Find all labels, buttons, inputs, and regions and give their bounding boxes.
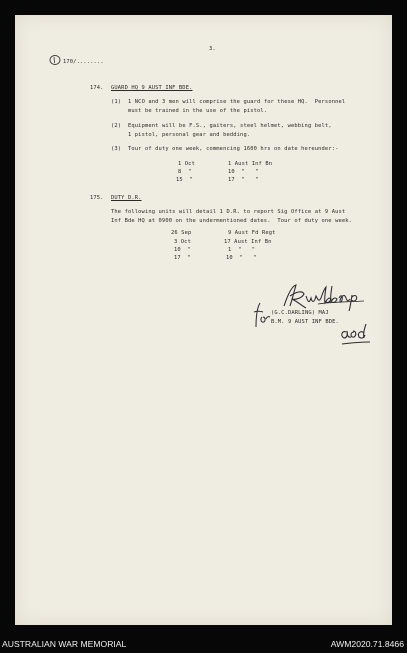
para-174-roster-unit: 1 Aust Inf Bn xyxy=(228,161,273,167)
para-174-roster-date: 15 " xyxy=(176,177,193,183)
para-174-sub3-number: (3) xyxy=(111,146,122,152)
para-174-sub2-number: (2) xyxy=(111,123,122,129)
para-174-roster-date: 8 " xyxy=(178,169,192,175)
page-number: 3. xyxy=(209,46,216,52)
para-175-roster-unit: 9 Aust Fd Regt xyxy=(228,230,276,236)
para-174-sub1-number: (1) xyxy=(111,99,122,105)
para-175-roster-unit: 10 " " xyxy=(226,255,257,261)
para-174-sub1-line2: must be trained in the use of the pistol. xyxy=(128,108,268,114)
para-175-line2: Inf Bde HQ at 0900 on the undermentioned dates. Tour of duty one week. xyxy=(111,218,353,224)
para-174-sub2-line1: Equipment will be F.S., gaiters, steel helmet, webbing belt, xyxy=(128,123,332,129)
signature-name-line: (G.C.DARLING) MAJ xyxy=(271,310,329,316)
para-174-sub1-line1: 1 NCO and 3 men will comprise the guard for these HQ. Personnel xyxy=(128,99,346,105)
para-175-roster-date: 26 Sep xyxy=(171,230,192,236)
para-175-number: 175. xyxy=(90,195,104,201)
para-174-sub2-line2: 1 pistol, personal gear and bedding. xyxy=(128,132,251,138)
handwritten-initials xyxy=(338,320,376,348)
handwritten-circle-mark xyxy=(48,53,62,67)
para-174-roster-unit: 17 " " xyxy=(228,177,259,183)
para-174-heading: GUARD HQ 9 AUST INF BDE. xyxy=(111,85,193,91)
para-175-roster-date: 3 Oct xyxy=(174,239,191,245)
para-175-roster-unit: 1 " " xyxy=(228,247,256,253)
para-175-roster-unit: 17 Aust Inf Bn xyxy=(224,239,272,245)
signature-title-line: B.M. 9 AUST INF BDE. xyxy=(271,319,339,325)
para-175-line1: The following units will detail 1 D.R. to report Sig Office at 9 Aust xyxy=(111,209,346,215)
footer-institution: AUSTRALIAN WAR MEMORIAL xyxy=(2,639,127,649)
handwritten-for xyxy=(252,300,272,330)
para-174-number: 174. xyxy=(90,85,104,91)
para-175-roster-date: 17 " xyxy=(174,255,191,261)
footer-accession-number: AWM2020.71.8466 xyxy=(330,639,404,649)
para-175-roster-date: 10 " xyxy=(174,247,191,253)
para-175-heading: DUTY D.R. xyxy=(111,195,142,201)
handwritten-signature xyxy=(280,282,375,312)
para-174-roster-date: 1 Oct xyxy=(178,161,195,167)
para-174-roster-unit: 10 " " xyxy=(228,169,259,175)
para-174-sub3-line1: Tour of duty one week, commencing 1600 hrs on date hereunder:- xyxy=(128,146,339,152)
file-reference: 170/........ xyxy=(63,59,104,65)
